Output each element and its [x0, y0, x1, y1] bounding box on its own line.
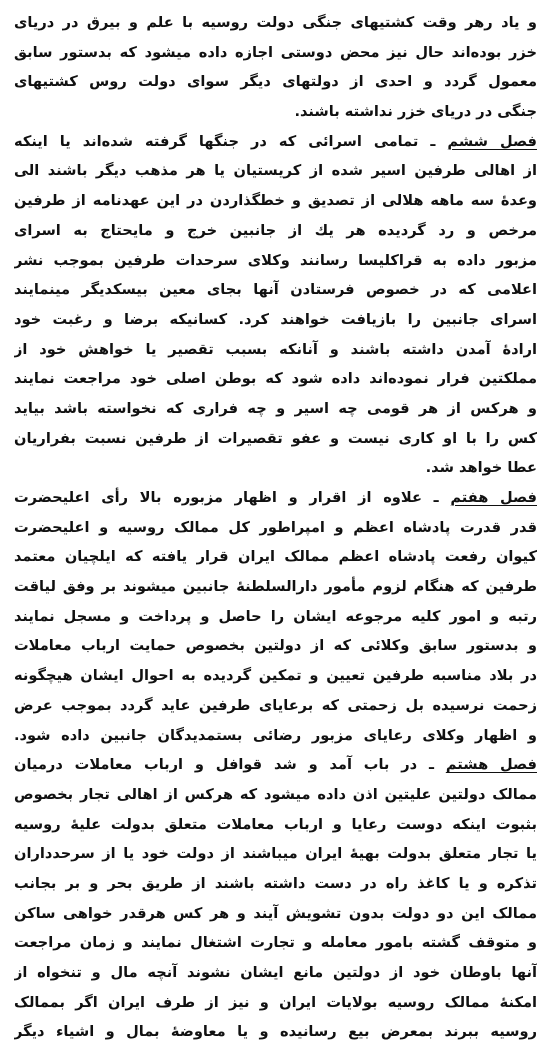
text-line	[14, 483, 537, 513]
text-line: ارادهٔ آمدن داشته باشند و آنانکه بسبب تقصیر یا خواهش خود از	[14, 340, 537, 358]
text-line: قدر قدرت پادشاه اعظم و امپراطور کل ممالک روسیه و اعلیحضرت	[14, 518, 537, 536]
text-line: و اظهار وکلای رعایای مزبور رضائی بستمدیدگان جانبین داده شود.	[14, 726, 537, 744]
text-line: اسرای جانبین را بازیافت خواهند کرد. کسانیکه برضا و رغبت خود	[14, 310, 537, 328]
text-line: ممالک دولتین علیتین اذن داده میشود که هرکس از اهالی تجار بخصوص	[14, 785, 537, 803]
text-line: مزبور داده به قراکلیسا رسانند وکلای سرحدات طرفین بموجب نشر	[14, 251, 537, 269]
text-line: وعدهٔ سه ماهه هلالی از تصدیق و خطگذاردن در این عهدنامه از طرفین	[14, 192, 537, 210]
text-line: مملکتین فرار نموده‌اند داده شود که بوطن اصلی خود مراجعت نمایند	[14, 370, 537, 388]
article-heading: فصل هشتم	[445, 756, 537, 774]
text-line: و متوقف گشته بامور معامله و تجارت اشتغال نمایند و زمان مراجعت	[14, 934, 537, 952]
text-line: و یاد رهر وقت کشتیهای جنگی دولت روسیه با علم و بیرق در دریای	[14, 14, 537, 31]
text-line	[14, 750, 537, 780]
text-line: یا تجار متعلق بدولت بهیهٔ ایران میباشند از دولت خود یا از سرحدداران	[14, 845, 537, 863]
text-line: روسیه ببرند بمعرض بیع رسانیده و یا معاوضهٔ بمال و اشیاء دیگر	[14, 1023, 537, 1041]
text-line: تذکره و یا کاغذ راه در دست داشته باشند از طریق بحر و بر بجانب	[14, 874, 537, 892]
article-heading: فصل ششم	[447, 132, 537, 150]
text-line: امکنهٔ ممالک روسیه بولایات ایران و نیز از طرف ایران اگر بممالک	[14, 993, 537, 1011]
text-line: کیوان رفعت پادشاه اعظم ممالک ایران قرار یافته که ایلچیان معتمد	[14, 548, 537, 566]
text-line: و هرکس از هر قومی چه اسیر و چه فراری که نخواسته باشد بیاید	[14, 399, 537, 417]
text-line: بثبوت اینکه دوست رعایا و ارباب معاملات متعلق بدولت علیهٔ روسیه	[14, 815, 537, 833]
article-6	[14, 127, 537, 483]
text-line: و بدستور سابق وکلائی که از دولتین بخصوص حمایت ارباب معاملات	[14, 637, 537, 655]
text-line: عطا خواهد شد.	[425, 459, 537, 477]
article-7	[14, 483, 537, 750]
text-line: زحمت نرسیده بل زحمتی که برعایای طرفین عاید گردد بموجب عرض	[14, 696, 537, 714]
text-line	[14, 127, 537, 157]
text-line: در بلاد مناسبه طرفین تعیین و تمکین گردیده به احوال ایشان هیچگونه	[14, 667, 537, 685]
text-line: مرخص و رد گردیده هر یك از جانبین خرج و مایحتاج به اسرای	[14, 221, 537, 239]
text-line: خزر بوده‌اند حال نیز محض دوستی اجازه داده میشود که بدستور سابق	[14, 43, 537, 61]
paragraph-continuation	[14, 8, 537, 127]
text-line: کس را با او کاری نیست و عفو تقصیرات از طرفین نسبت بفراریان	[14, 429, 537, 447]
text-line: معمول گردد و احدی از دولتهای دیگر سوای دولت روس کشتیهای	[14, 73, 537, 91]
article-8	[14, 750, 537, 1047]
text-line: از اهالی طرفین اسیر شده از کریستیان یا هر مذهب دیگر باشند الی	[14, 162, 537, 180]
text-line: طرفین که هنگام لزوم مأمور دارالسلطنهٔ جانبین میشوند بر وفق لیاقت	[14, 578, 537, 596]
article-heading: فصل هفتم	[450, 489, 537, 506]
text-line-rest: ـ علاوه از اقرار و اظهار مزبوره بالا رأی اعلیحضرت	[14, 489, 439, 506]
text-line: رتبه و امور کلیه مرجوعه ایشان را حاصل و پرداخت و مسجل نمایند	[14, 607, 537, 625]
text-line: اعلامی که در خصوص فرستادن آنها بجای معین بیسکدیگر مینمایند	[14, 281, 537, 299]
text-line: آنها باوطان خود از دولتین مانع ایشان نشوند آنچه مال و تنخواه از	[14, 964, 537, 981]
text-line: ممالک این دو دولت بدون تشویش آیند و هر کس هرقدر خواهی ساکن	[14, 904, 537, 922]
text-line: جنگی در دریای خزر نداشته باشند.	[294, 103, 537, 121]
text-line-rest: ـ تمامی اسرائی که در جنگها گرفته شده‌اند یا اینکه	[14, 132, 436, 150]
text-line-rest: ـ در باب آمد و شد قوافل و ارباب معاملات درمیان	[14, 756, 434, 774]
